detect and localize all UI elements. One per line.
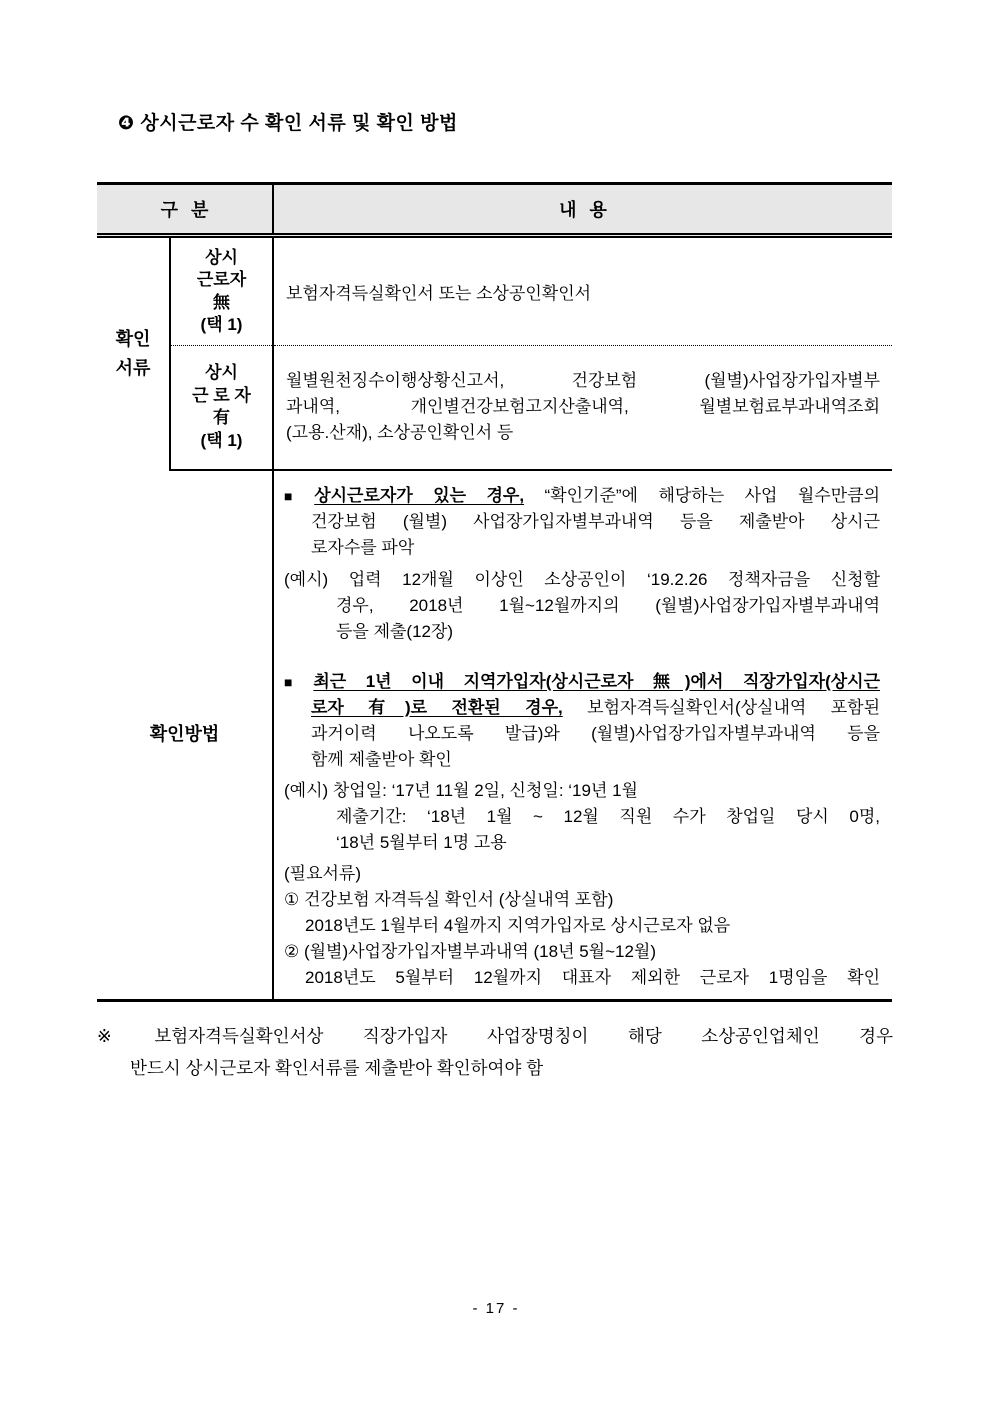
- footnote: [97, 1020, 893, 1084]
- text-line: 로자수를 파악: [311, 537, 415, 557]
- text-line: [284, 669, 880, 695]
- cell-text: 보험자격득실확인서 또는 소상공인확인서: [286, 284, 592, 303]
- required-doc-item-1: ① 건강보험 자격득실 확인서 (상실내역 포함): [284, 889, 614, 909]
- table-header-row: [97, 184, 892, 236]
- sub-label-line: 근 로 자: [192, 385, 251, 405]
- sub-label-line: 有: [213, 408, 230, 428]
- row-label-line: 서류: [115, 357, 151, 378]
- cell-docs-no-workers: [273, 236, 892, 346]
- table-row: [97, 236, 892, 346]
- text-line: 등을 제출(12장): [336, 621, 454, 641]
- sub-label-line: (택 1): [200, 430, 243, 450]
- emphasized-text: 상시근로자가 있는 경우,: [314, 485, 525, 505]
- square-bullet-icon: ■: [284, 673, 308, 690]
- text-line: ‘18년 5월부터 1명 고용: [336, 832, 507, 852]
- footnote-line: 반드시 상시근로자 확인서류를 제출받아 확인하여야 함: [130, 1058, 544, 1078]
- text-line: 함께 제출받아 확인: [311, 749, 452, 769]
- cell-docs-has-workers: [273, 346, 892, 470]
- row-label-verification-method: 확인방법: [97, 470, 273, 1001]
- page-title: ❹ 상시근로자 수 확인 서류 및 확인 방법: [118, 113, 458, 134]
- sub-label-line: 근로자: [196, 270, 247, 290]
- sub-label-line: 상시: [205, 247, 238, 267]
- emphasized-text: 최근 1년 이내 지역가입자(상시근로자 無)에서 직장가입자(상시근: [313, 671, 880, 691]
- square-bullet-icon: ■: [284, 487, 309, 504]
- required-docs-label: (필요서류): [284, 863, 362, 883]
- text-line: 과내역, 개인별건강보험고지산출내역, 월별보험료부과내역조회: [286, 397, 880, 417]
- required-doc-item-1-detail: 2018년도 1월부터 4월까지 지역가입자로 상시근로자 없음: [305, 915, 731, 935]
- column-header-category: 구 분: [97, 184, 273, 236]
- text-line: 경우, 2018년 1월~12월까지의 (월별)사업장가입자별부과내역: [336, 595, 880, 615]
- method-example-2: [284, 778, 880, 856]
- column-header-content: 내 용: [273, 184, 892, 236]
- text-line: [284, 483, 880, 509]
- text-run: “확인기준”에 해당하는 사업 월수만큼의: [544, 485, 880, 505]
- text-line: [284, 695, 880, 721]
- table-row: [97, 470, 892, 1001]
- text-line: 제출기간: ‘18년 1월 ~ 12월 직원 수가 창업일 당시 0명,: [336, 806, 880, 826]
- emphasized-text: 로자 有)로 전환된 경우,: [311, 697, 563, 717]
- method-example-1: [284, 567, 880, 645]
- text-line: 건강보험 (월별) 사업장가입자별부과내역 등을 제출받아 상시근: [311, 511, 880, 531]
- reference-mark-icon: ※: [97, 1026, 147, 1046]
- cell-verification-method: [273, 470, 892, 1001]
- sub-label-line: (택 1): [200, 314, 243, 334]
- text-line: (고용.산재), 소상공인확인서 등: [286, 423, 514, 443]
- text-line: (예시) 창업일: ‘17년 11월 2일, 신청일: ‘19년 1월: [284, 780, 638, 800]
- required-documents-list: [284, 861, 880, 991]
- text-run: 보험자격득실확인서(상실내역 포함된: [587, 697, 880, 717]
- sub-label-line: 無: [213, 292, 230, 312]
- table-row: [97, 346, 892, 470]
- required-doc-item-2: ② (월별)사업장가입자별부과내역 (18년 5월~12월): [284, 941, 657, 961]
- sub-label-no-regular-workers: [170, 236, 273, 346]
- row-label-line: 확인: [115, 328, 151, 349]
- row-label-verification-documents: [97, 236, 170, 470]
- text-line: (예시) 업력 12개월 이상인 소상공인이 ‘19.2.26 정책자금을 신청할: [284, 569, 880, 589]
- footnote-text: 보험자격득실확인서상 직장가입자 사업장명칭이 해당 소상공인업체인 경우: [154, 1026, 893, 1046]
- method-bullet-2: [284, 669, 880, 773]
- sub-label-has-regular-workers: [170, 346, 273, 470]
- worker-verification-table: [97, 182, 892, 1002]
- page-number: - 17 -: [472, 1300, 520, 1317]
- method-bullet-1: [284, 483, 880, 561]
- text-line: 월별원천징수이행상황신고서, 건강보험 (월별)사업장가입자별부: [286, 371, 880, 391]
- sub-label-line: 상시: [205, 363, 238, 383]
- required-doc-item-2-detail: 2018년도 5월부터 12월까지 대표자 제외한 근로자 1명임을 확인: [305, 967, 880, 987]
- footnote-line: [97, 1020, 893, 1052]
- text-line: 과거이력 나오도록 발급)와 (월별)사업장가입자별부과내역 등을: [311, 723, 880, 743]
